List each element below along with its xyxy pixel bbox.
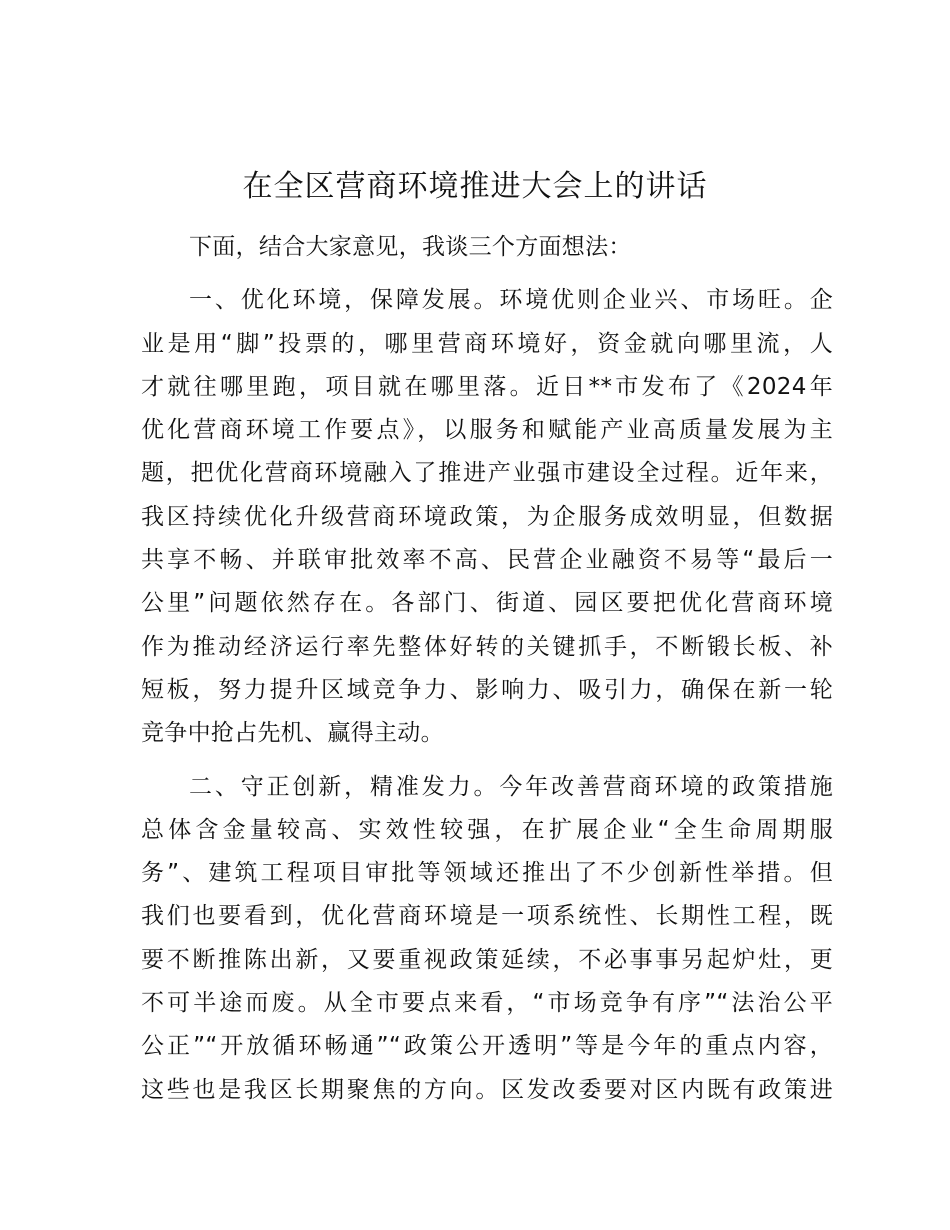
text-line: 不可半途而废。从全市要点来看，“市场竞争有序”“法治公平 xyxy=(141,990,833,1017)
paragraph-intro xyxy=(141,226,833,269)
text-line: 作为推动经济运行率先整体好转的关键抓手，不断锻长板、补 xyxy=(141,633,833,660)
text-line: 下面，结合大家意见，我谈三个方面想法： xyxy=(189,234,632,260)
document-title: 在全区营商环境推进大会上的讲话 xyxy=(242,169,708,204)
text-line: 共享不畅、并联审批效率不高、民营企业融资不易等“最后一 xyxy=(141,547,833,574)
text-line: 公正”“开放循环畅通”“政策公开透明”等是今年的重点内容， xyxy=(141,1033,833,1060)
text-line: 短板，努力提升区域竞争力、影响力、吸引力，确保在新一轮 xyxy=(141,676,833,703)
text-line: 要不断推陈出新，又要重视政策延续，不必事事另起炉灶，更 xyxy=(141,946,833,973)
text-line: 我区持续优化升级营商环境政策，为企服务成效明显，但数据 xyxy=(141,503,833,530)
text-line: 优化营商环境工作要点》，以服务和赋能产业高质量发展为主 xyxy=(141,417,833,444)
text-line: 竞争中抢占先机、赢得主动。 xyxy=(141,720,444,747)
document-body xyxy=(141,226,833,1112)
text-line: 这些也是我区长期聚焦的方向。区发改委要对区内既有政策进 xyxy=(141,1076,833,1103)
text-line: 二、守正创新，精准发力。今年改善营商环境的政策措施 xyxy=(189,773,833,800)
text-line: 一、优化环境，保障发展。环境优则企业兴、市场旺。企 xyxy=(189,287,833,314)
text-line: 才就往哪里跑，项目就在哪里落。近日**市发布了《2024年 xyxy=(141,373,833,400)
text-line: 我们也要看到，优化营商环境是一项系统性、长期性工程，既 xyxy=(141,903,833,930)
paragraph-section-two xyxy=(141,766,833,1112)
text-line: 业是用“脚”投票的，哪里营商环境好，资金就向哪里流，人 xyxy=(141,330,833,357)
paragraph-section-one xyxy=(141,279,833,755)
text-line: 题，把优化营商环境融入了推进产业强市建设全过程。近年来， xyxy=(141,460,833,487)
text-line: 务”、建筑工程项目审批等领域还推出了不少创新性举措。但 xyxy=(141,860,833,887)
text-line: 总体含金量较高、实效性较强，在扩展企业“全生命周期服 xyxy=(141,816,833,843)
text-line: 公里”问题依然存在。各部门、街道、园区要把优化营商环境 xyxy=(141,590,833,617)
